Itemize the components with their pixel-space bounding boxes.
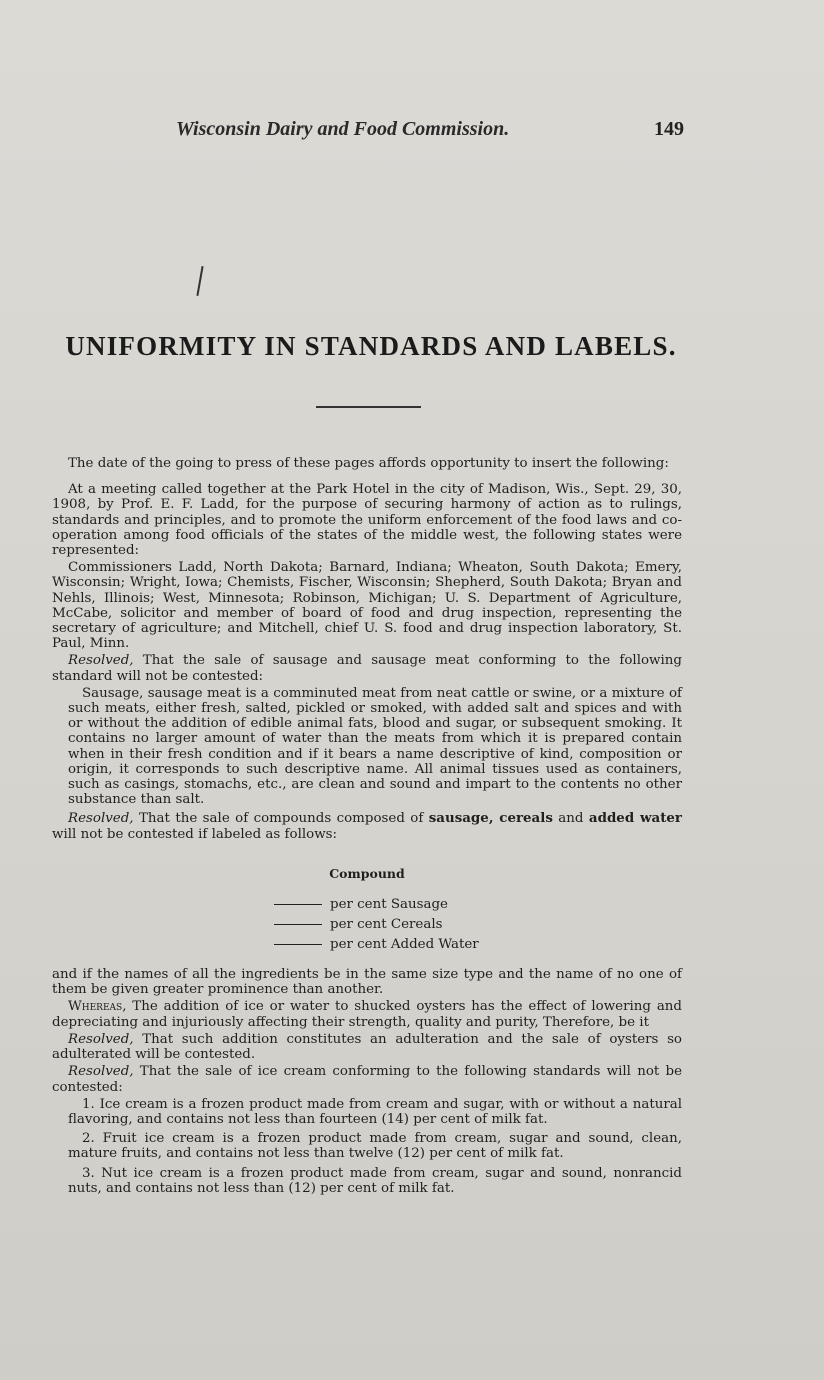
- intro-paragraph: The date of the going to press of these pages affords opportunity to insert the following:: [68, 456, 669, 471]
- stray-pen-mark: [196, 266, 203, 296]
- document-body: [52, 456, 682, 1200]
- blank-line: [274, 924, 322, 925]
- standard-item-nut-ice-cream: 3. Nut ice cream is a frozen product made from cream, sugar and sound, nonrancid nuts, and contains not less than (12) per cent of milk fat.: [68, 1165, 682, 1196]
- running-header-title: Wisconsin Dairy and Food Commission.: [176, 118, 510, 140]
- resolved-compound-paragraph: [52, 811, 682, 841]
- sausage-definition: Sausage, sausage meat is a comminuted meat from neat cattle or swine, or a mixture of such meats, either fresh, salted, pickled or smoked, with added salt and spices and with or without the addition of edible animal fats, blood and sugar, or subsequent smoking. It contains no larger amount of water than the meats from which it is prepared contain when in their fresh condition and if it bears a name descriptive of kind, composition or origin, it corresponds to such descriptive name. All animal tissues used as containers, such as casings, stomachs, etc., are clean and sound and impart to the contents no other substance than salt.: [68, 685, 682, 808]
- standard-item-fruit-ice-cream: 2. Fruit ice cream is a frozen product made from cream, sugar and sound, clean, mature fruits, and contains not less than twelve (12) per cent of milk fat.: [68, 1131, 682, 1162]
- blank-line: [274, 944, 322, 945]
- compound-row-label: per cent Sausage: [330, 897, 448, 913]
- compound-row: [274, 935, 682, 955]
- resolved-word: Resolved,: [68, 811, 134, 827]
- standard-item-ice-cream: 1. Ice cream is a frozen product made from cream and sugar, with or without a natural flavoring, and contains not less than fourteen (14) per cent of milk fat.: [68, 1096, 682, 1127]
- whereas-word: Whereas,: [68, 999, 127, 1015]
- bold-term-sausage-cereals: sausage, cereals: [428, 810, 553, 827]
- resolved-text: That such addition constitutes an adulteration and the sale of oysters so adulterated will be contested.: [52, 1031, 682, 1063]
- resolved-oysters-paragraph: [52, 1032, 682, 1062]
- compound-row: [274, 895, 682, 915]
- title-divider: [316, 406, 421, 408]
- compound-row-label: per cent Cereals: [330, 917, 443, 933]
- resolved-text-end: will not be contested if labeled as follows:: [52, 826, 338, 842]
- commissioners-paragraph: Commissioners Ladd, North Dakota; Barnard, Indiana; Wheaton, South Dakota; Emery, Wisconsin; Wright, Iowa; Chemists, Fischer, Wisconsin; Shepherd, South Dakota; Bryan and Nehls, Illinois; West, Minnesota; Robinson, Michigan; U. S. Department of Agriculture, McCabe, solicitor and member of board of food and drug inspection, representing the secretary of agriculture; and Mitchell, chief U. S. food and drug inspection laboratory, St. Paul, Minn.: [52, 560, 682, 652]
- resolved-text: That the sale of compounds composed of: [133, 811, 429, 827]
- resolved-word: Resolved,: [68, 1031, 134, 1047]
- resolved-text: That the sale of sausage and sausage meat conforming to the following standard will not be contested:: [52, 653, 682, 684]
- page-title: UNIFORMITY IN STANDARDS AND LABELS.: [65, 331, 677, 362]
- sausage-definition-block: [52, 686, 682, 808]
- resolved-ice-cream-paragraph: [52, 1064, 682, 1094]
- compound-label-list: [274, 895, 682, 955]
- ice-cream-standards-list: [52, 1097, 682, 1196]
- resolved-word: Resolved,: [68, 1064, 134, 1080]
- page-number: 149: [654, 118, 684, 140]
- resolved-text: That the sale of ice cream conforming to the following standards will not be contested:: [52, 1064, 682, 1095]
- ingredient-names-paragraph: and if the names of all the ingredients be in the same size type and the name of no one of them be given greater prominence than another.: [52, 967, 682, 998]
- resolved-text-and: and: [552, 811, 589, 827]
- bold-term-added-water: added water: [588, 810, 682, 827]
- compound-row-label: per cent Added Water: [330, 937, 479, 953]
- resolved-word: Resolved,: [68, 653, 134, 669]
- blank-line: [274, 904, 322, 905]
- compound-heading: Compound: [329, 865, 405, 881]
- compound-row: [274, 915, 682, 935]
- resolved-sausage-paragraph: [52, 653, 682, 683]
- meeting-paragraph: At a meeting called together at the Park Hotel in the city of Madison, Wis., Sept. 29, 30, 1908, by Prof. E. F. Ladd, for the purpose of securing harmony of action as to rulings, standards and principles, and to promote the uniform enforcement of the food laws and co-operation among food officials of the states of the middle west, the following states were represented:: [52, 482, 682, 559]
- whereas-paragraph: [52, 999, 682, 1029]
- whereas-text: The addition of ice or water to shucked oysters has the effect of lowering and depreciating and injuriously affecting their strength, quality and purity, Therefore, be it: [52, 999, 682, 1030]
